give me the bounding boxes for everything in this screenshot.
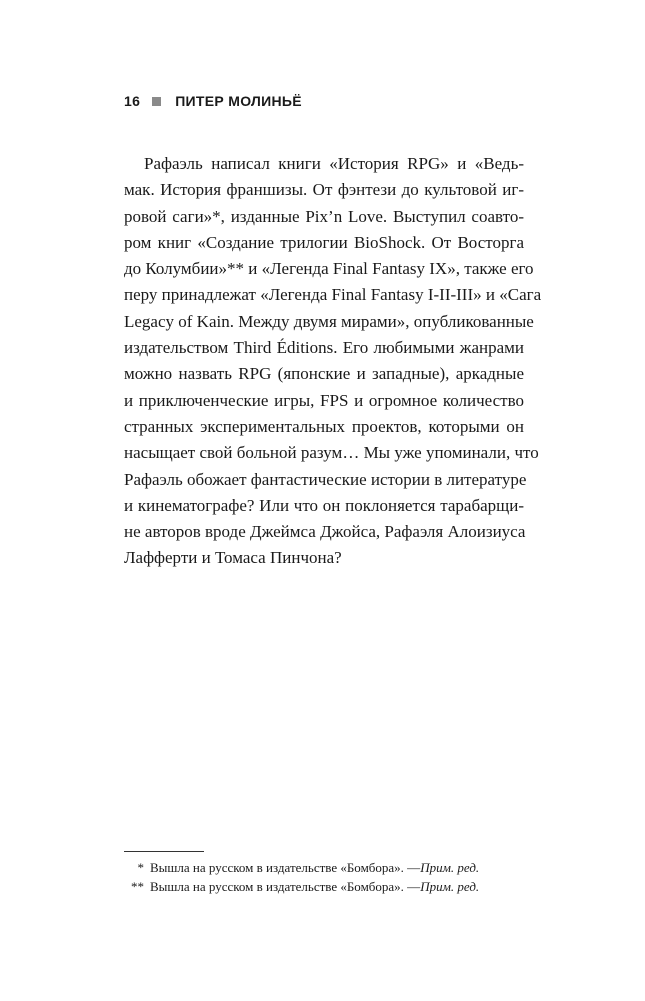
- text-line: не авторов вроде Джеймса Джойса, Рафаэля Алоизиуса: [124, 522, 526, 542]
- text-line: можно назвать RPG (японские и западные), аркадные: [124, 364, 524, 384]
- running-header: [124, 93, 302, 109]
- text-line: Рафаэль написал книги «История RPG» и «Ведь-: [144, 154, 524, 173]
- footnote-mark: **: [131, 879, 144, 894]
- footnotes: [124, 858, 524, 896]
- text-line: и приключенческие игры, FPS и огромное количество: [124, 390, 524, 410]
- footnote: [124, 858, 524, 877]
- square-bullet-icon: [152, 97, 161, 106]
- running-title: ПИТЕР МОЛИНЬЁ: [175, 93, 302, 109]
- footnote-editor-note: Прим. ред.: [420, 879, 480, 894]
- text-line: мак. История франшизы. От фэнтези до культовой иг-: [124, 180, 524, 200]
- text-line: и кинематографе? Или что он поклоняется тарабарщи-: [124, 495, 524, 515]
- text-line: Legacy of Kain. Между двумя мирами», опубликованные: [124, 311, 534, 331]
- text-line: перу принадлежат «Легенда Final Fantasy I-II-III» и «Сага: [124, 285, 542, 305]
- text-line: ром книг «Создание трилогии BioShock. От Восторга: [124, 232, 524, 252]
- footnote-mark: *: [137, 860, 144, 875]
- text-line: странных экспериментальных проектов, которыми он: [124, 416, 524, 436]
- text-line: насыщает свой больной разум… Мы уже упоминали, что: [124, 443, 539, 463]
- footnote-editor-note: Прим. ред.: [420, 860, 480, 875]
- text-line: издательством Third Éditions. Его любимыми жанрами: [124, 338, 524, 358]
- text-line: Лафферти и Томаса Пинчона?: [124, 548, 342, 568]
- footnote-divider: [124, 851, 204, 852]
- text-line: до Колумбии»** и «Легенда Final Fantasy IX», также его: [124, 259, 534, 279]
- footnote-text: Вышла на русском в издательстве «Бомбора». —: [150, 860, 421, 875]
- footnote-text: Вышла на русском в издательстве «Бомбора». —: [150, 879, 421, 894]
- page-number: 16: [124, 93, 141, 109]
- text-line: ровой саги»*, изданные Pix’n Love. Выступил соавто-: [124, 206, 524, 226]
- footnote: [124, 877, 524, 896]
- main-paragraph: [124, 151, 542, 572]
- text-line: Рафаэль обожает фантастические истории в литературе: [124, 469, 527, 489]
